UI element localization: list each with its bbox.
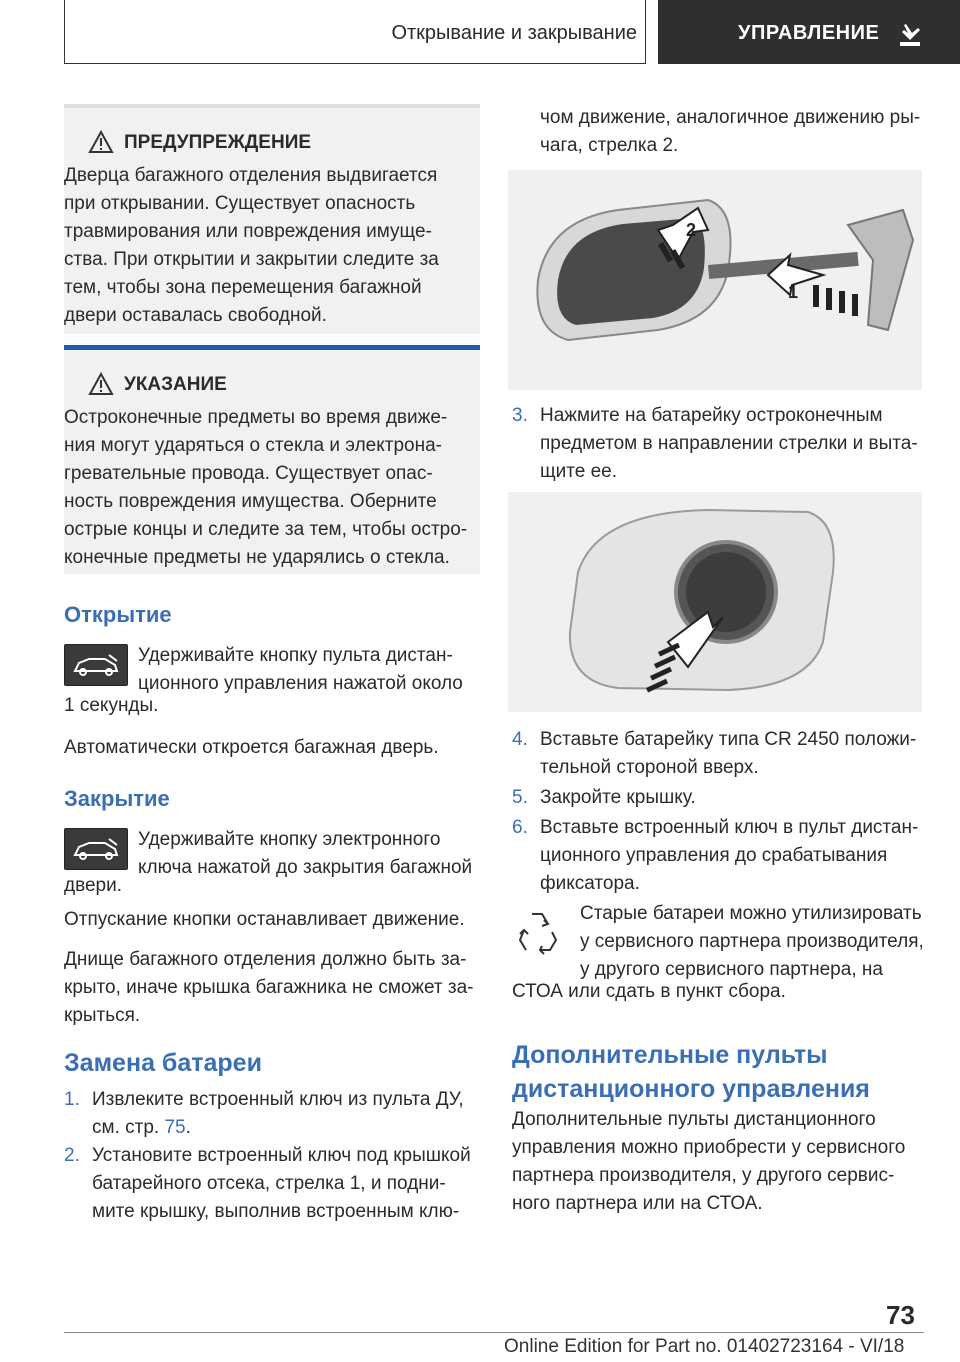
closing-heading: Закрытие xyxy=(64,786,170,811)
key-cover-illustration xyxy=(508,170,922,390)
step-number: 6. xyxy=(512,817,528,838)
notice-line: острые концы и следите за тем, чтобы остро- xyxy=(64,519,468,540)
header-section-box xyxy=(64,0,646,64)
recycle-icon xyxy=(512,906,564,958)
closing-p2-line: Днище багажного отделения должно быть за- xyxy=(64,949,467,970)
step-line: предметом в направлении стрелки и выта- xyxy=(540,433,918,454)
recycle-line: у другого сервисного партнера, на xyxy=(580,959,883,980)
opening-heading: Открытие xyxy=(64,602,172,627)
closing-line: Удерживайте кнопку электронного xyxy=(138,829,441,850)
tailgate-button-icon xyxy=(64,828,128,870)
step-number: 2. xyxy=(64,1145,80,1166)
notice-line: Остроконечные предметы во время движе- xyxy=(64,407,448,428)
warning-line: ства. При открытии и закрытии следите за xyxy=(64,249,439,270)
notice-box xyxy=(64,350,480,574)
opening-line: 1 секунды. xyxy=(64,695,159,716)
battery-removal-illustration xyxy=(508,492,922,712)
extra-line: Дополнительные пульты дистанционного xyxy=(512,1109,876,1130)
extra-line: управления можно приобрести у сервисного xyxy=(512,1137,906,1158)
warning-triangle-icon xyxy=(88,130,114,154)
notice-line: конечные предметы не ударялись о стекла. xyxy=(64,547,450,568)
car-tailgate-icon xyxy=(65,645,127,685)
closing-p1: Отпускание кнопки останавливает движение. xyxy=(64,909,465,930)
step-line: Вставьте встроенный ключ в пульт дистан- xyxy=(540,817,919,838)
step-line: щите ее. xyxy=(540,461,617,482)
closing-line: двери. xyxy=(64,875,122,896)
notice-line: ния могут ударяться о стекла и электрона- xyxy=(64,435,442,456)
step-line: Извлеките встроенный ключ из пульта ДУ, xyxy=(92,1089,464,1110)
step-cont-line: чага, стрелка 2. xyxy=(540,135,679,156)
step-line: Нажмите на батарейку остроконечным xyxy=(540,405,883,426)
step-line: Установите встроенный ключ под крышкой xyxy=(92,1145,471,1166)
recycle-line: у сервисного партнера производителя, xyxy=(580,931,924,952)
opening-after: Автоматически откроется багажная дверь. xyxy=(64,737,439,758)
step-number: 1. xyxy=(64,1089,80,1110)
extra-line: ного партнера или на СТОА. xyxy=(512,1193,763,1214)
warning-triangle-icon xyxy=(88,372,114,396)
notice-line: гревательные провода. Существует опас- xyxy=(64,463,433,484)
warning-box xyxy=(64,104,480,334)
battery-heading: Замена батареи xyxy=(64,1049,262,1077)
step-line: фиксатора. xyxy=(540,873,640,894)
recycle-line: Старые батареи можно утилизировать xyxy=(580,903,922,924)
closing-p2-line: крыться. xyxy=(64,1005,141,1026)
step-line: Закройте крышку. xyxy=(540,787,696,808)
warning-line: Дверца багажного отделения выдвигается xyxy=(64,165,438,186)
closing-line: ключа нажатой до закрытия багажной xyxy=(138,857,473,878)
step-cont-line: чом движение, аналогичное движению ры- xyxy=(540,107,921,128)
warning-line: при открывании. Существует опасность xyxy=(64,193,416,214)
extra-heading: Дополнительные пульты xyxy=(512,1041,828,1069)
step-line: батарейного отсека, стрелка 1, и подни- xyxy=(92,1173,446,1194)
step-line: см. стр. xyxy=(92,1117,165,1138)
step-line: тельной стороной вверх. xyxy=(540,757,759,778)
step-number: 4. xyxy=(512,729,528,750)
extra-line: партнера производителя, у другого сервис- xyxy=(512,1165,895,1186)
warning-title: ПРЕДУПРЕЖДЕНИЕ xyxy=(124,132,312,153)
notice-title: УКАЗАНИЕ xyxy=(124,374,227,395)
page-number: 73 xyxy=(886,1300,915,1330)
warning-line: тем, чтобы зона перемещения багажной xyxy=(64,277,422,298)
arrow-1-label: 1 xyxy=(788,282,799,302)
opening-line: Удерживайте кнопку пульта дистан- xyxy=(138,645,453,666)
header-chapter-box xyxy=(658,0,960,64)
opening-line: ционного управления нажатой около xyxy=(138,673,463,694)
figure-key-cover xyxy=(508,170,922,390)
footer-rule xyxy=(64,1332,924,1333)
step-line: ционного управления до срабатывания xyxy=(540,845,888,866)
page-link[interactable]: 75 xyxy=(164,1117,186,1138)
warning-line: двери оставалась свободной. xyxy=(64,305,327,326)
figure-battery xyxy=(508,492,922,712)
header-section-title: Открывание и закрывание xyxy=(391,22,637,44)
recycle-line: СТОА или сдать в пункт сбора. xyxy=(512,981,786,1002)
step-line-tail: . xyxy=(185,1117,191,1138)
step-line: Вставьте батарейку типа CR 2450 положи- xyxy=(540,729,917,750)
step-number: 5. xyxy=(512,787,528,808)
footer-edition: Online Edition for Part no. 01402723164 - VI/18 xyxy=(504,1336,905,1357)
closing-p2-line: крыто, иначе крышка багажника не сможет за- xyxy=(64,977,474,998)
arrow-2-label: 2 xyxy=(686,220,697,240)
step-number: 3. xyxy=(512,405,528,426)
notice-line: ность повреждения имущества. Оберните xyxy=(64,491,437,512)
hand-pointer-icon xyxy=(896,18,924,48)
header-chapter-title: УПРАВЛЕНИЕ xyxy=(738,22,880,44)
tailgate-button-icon xyxy=(64,644,128,686)
warning-line: травмирования или повреждения имуще- xyxy=(64,221,432,242)
step-line: мите крышку, выполнив встроенным клю- xyxy=(92,1201,460,1222)
extra-heading: дистанционного управления xyxy=(512,1075,870,1103)
car-tailgate-icon xyxy=(65,829,127,869)
